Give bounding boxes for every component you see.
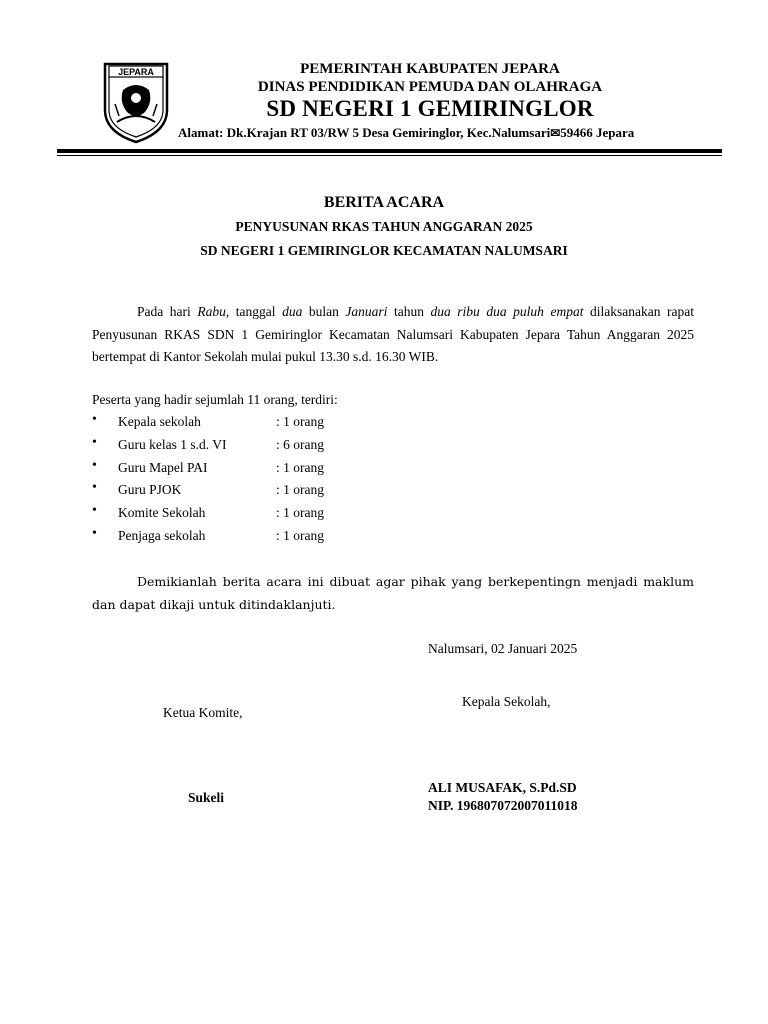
opening-text: Pada hari bbox=[137, 304, 198, 319]
attendee-role: Guru kelas 1 s.d. VI bbox=[118, 436, 227, 452]
closing-text: Demikianlah berita acara ini dibuat agar pihak yang berkepentingn menjadi maklum dan dapat dikaji untuk ditindaklanjuti. bbox=[92, 574, 694, 612]
bullet-icon: • bbox=[92, 480, 97, 496]
attendance-list bbox=[92, 414, 492, 551]
document-subtitle-1: PENYUSUNAN RKAS TAHUN ANGGARAN 2025 bbox=[235, 219, 533, 234]
list-item bbox=[92, 525, 492, 551]
list-item bbox=[92, 434, 492, 460]
jepara-logo bbox=[101, 60, 171, 144]
document-title: BERITA ACARA bbox=[323, 194, 445, 211]
place-and-date: Nalumsari, 02 Januari 2025 bbox=[428, 641, 578, 656]
list-item bbox=[92, 414, 492, 437]
header-school-name: SD NEGERI 1 GEMIRINGLOR bbox=[266, 96, 594, 121]
opening-text: dilaksanakan rapat Penyusunan RKAS SDN 1 Gemiringlor Kecamatan Nalumsari Kabupaten Jepara Tahun Anggaran 2025 bertempat di Kantor Sekolah mulai pukul 13.30 s.d. 16.30 WIB. bbox=[92, 304, 695, 364]
header-divider-thick bbox=[57, 149, 722, 153]
bullet-icon: • bbox=[92, 412, 97, 427]
principal-nip: NIP. 196807072007011018 bbox=[428, 798, 578, 813]
opening-paragraph bbox=[92, 301, 694, 369]
list-item bbox=[92, 505, 492, 528]
document-subtitle-2: SD NEGERI 1 GEMIRINGLOR KECAMATAN NALUMSARI bbox=[200, 243, 568, 258]
list-item bbox=[92, 457, 492, 483]
attendee-role: Kepala sekolah bbox=[118, 414, 201, 429]
principal-name: ALI MUSAFAK, S.Pd.SD bbox=[428, 780, 577, 795]
attendance-intro: Peserta yang hadir sejumlah 11 orang, terdiri: bbox=[92, 392, 338, 407]
address-postcode: 59466 Jepara bbox=[560, 125, 635, 140]
attendee-count: : 1 orang bbox=[276, 527, 324, 543]
header-department: DINAS PENDIDIKAN PEMUDA DAN OLAHRAGA bbox=[257, 79, 603, 95]
bullet-icon: • bbox=[92, 457, 97, 473]
committee-chair-role: Ketua Komite, bbox=[163, 705, 243, 720]
attendee-count: : 1 orang bbox=[276, 414, 324, 429]
bullet-icon: • bbox=[92, 525, 97, 541]
attendee-count: : 1 orang bbox=[276, 505, 324, 521]
attendee-role: Guru PJOK bbox=[118, 482, 182, 498]
principal-role: Kepala Sekolah, bbox=[462, 694, 551, 709]
committee-chair-name: Sukeli bbox=[188, 790, 225, 805]
opening-text: , tanggal bbox=[225, 304, 283, 319]
bullet-icon: • bbox=[92, 503, 97, 519]
opening-day: Rabu bbox=[197, 304, 226, 319]
header-divider-thin bbox=[57, 155, 722, 156]
closing-paragraph bbox=[92, 571, 694, 616]
attendee-count: : 6 orang bbox=[276, 436, 324, 452]
address-text: Alamat: Dk.Krajan RT 03/RW 5 Desa Gemiringlor, Kec.Nalumsari bbox=[178, 125, 551, 140]
header-government: PEMERINTAH KABUPATEN JEPARA bbox=[300, 61, 560, 77]
bullet-icon: • bbox=[92, 434, 97, 450]
attendee-role: Penjaga sekolah bbox=[118, 527, 206, 543]
opening-text: bulan bbox=[302, 304, 346, 319]
opening-date: dua bbox=[282, 304, 303, 319]
opening-text: tahun bbox=[387, 304, 431, 319]
list-item bbox=[92, 482, 492, 505]
header-address bbox=[178, 125, 718, 141]
attendee-count: : 1 orang bbox=[276, 482, 324, 498]
envelope-icon: ✉ bbox=[550, 126, 561, 140]
attendee-role: Guru Mapel PAI bbox=[118, 459, 208, 475]
opening-month: Januari bbox=[345, 304, 388, 319]
svg-text:JEPARA: JEPARA bbox=[118, 67, 154, 77]
attendee-count: : 1 orang bbox=[276, 459, 324, 475]
attendee-role: Komite Sekolah bbox=[118, 505, 206, 521]
opening-year: dua ribu dua puluh empat bbox=[430, 304, 584, 319]
